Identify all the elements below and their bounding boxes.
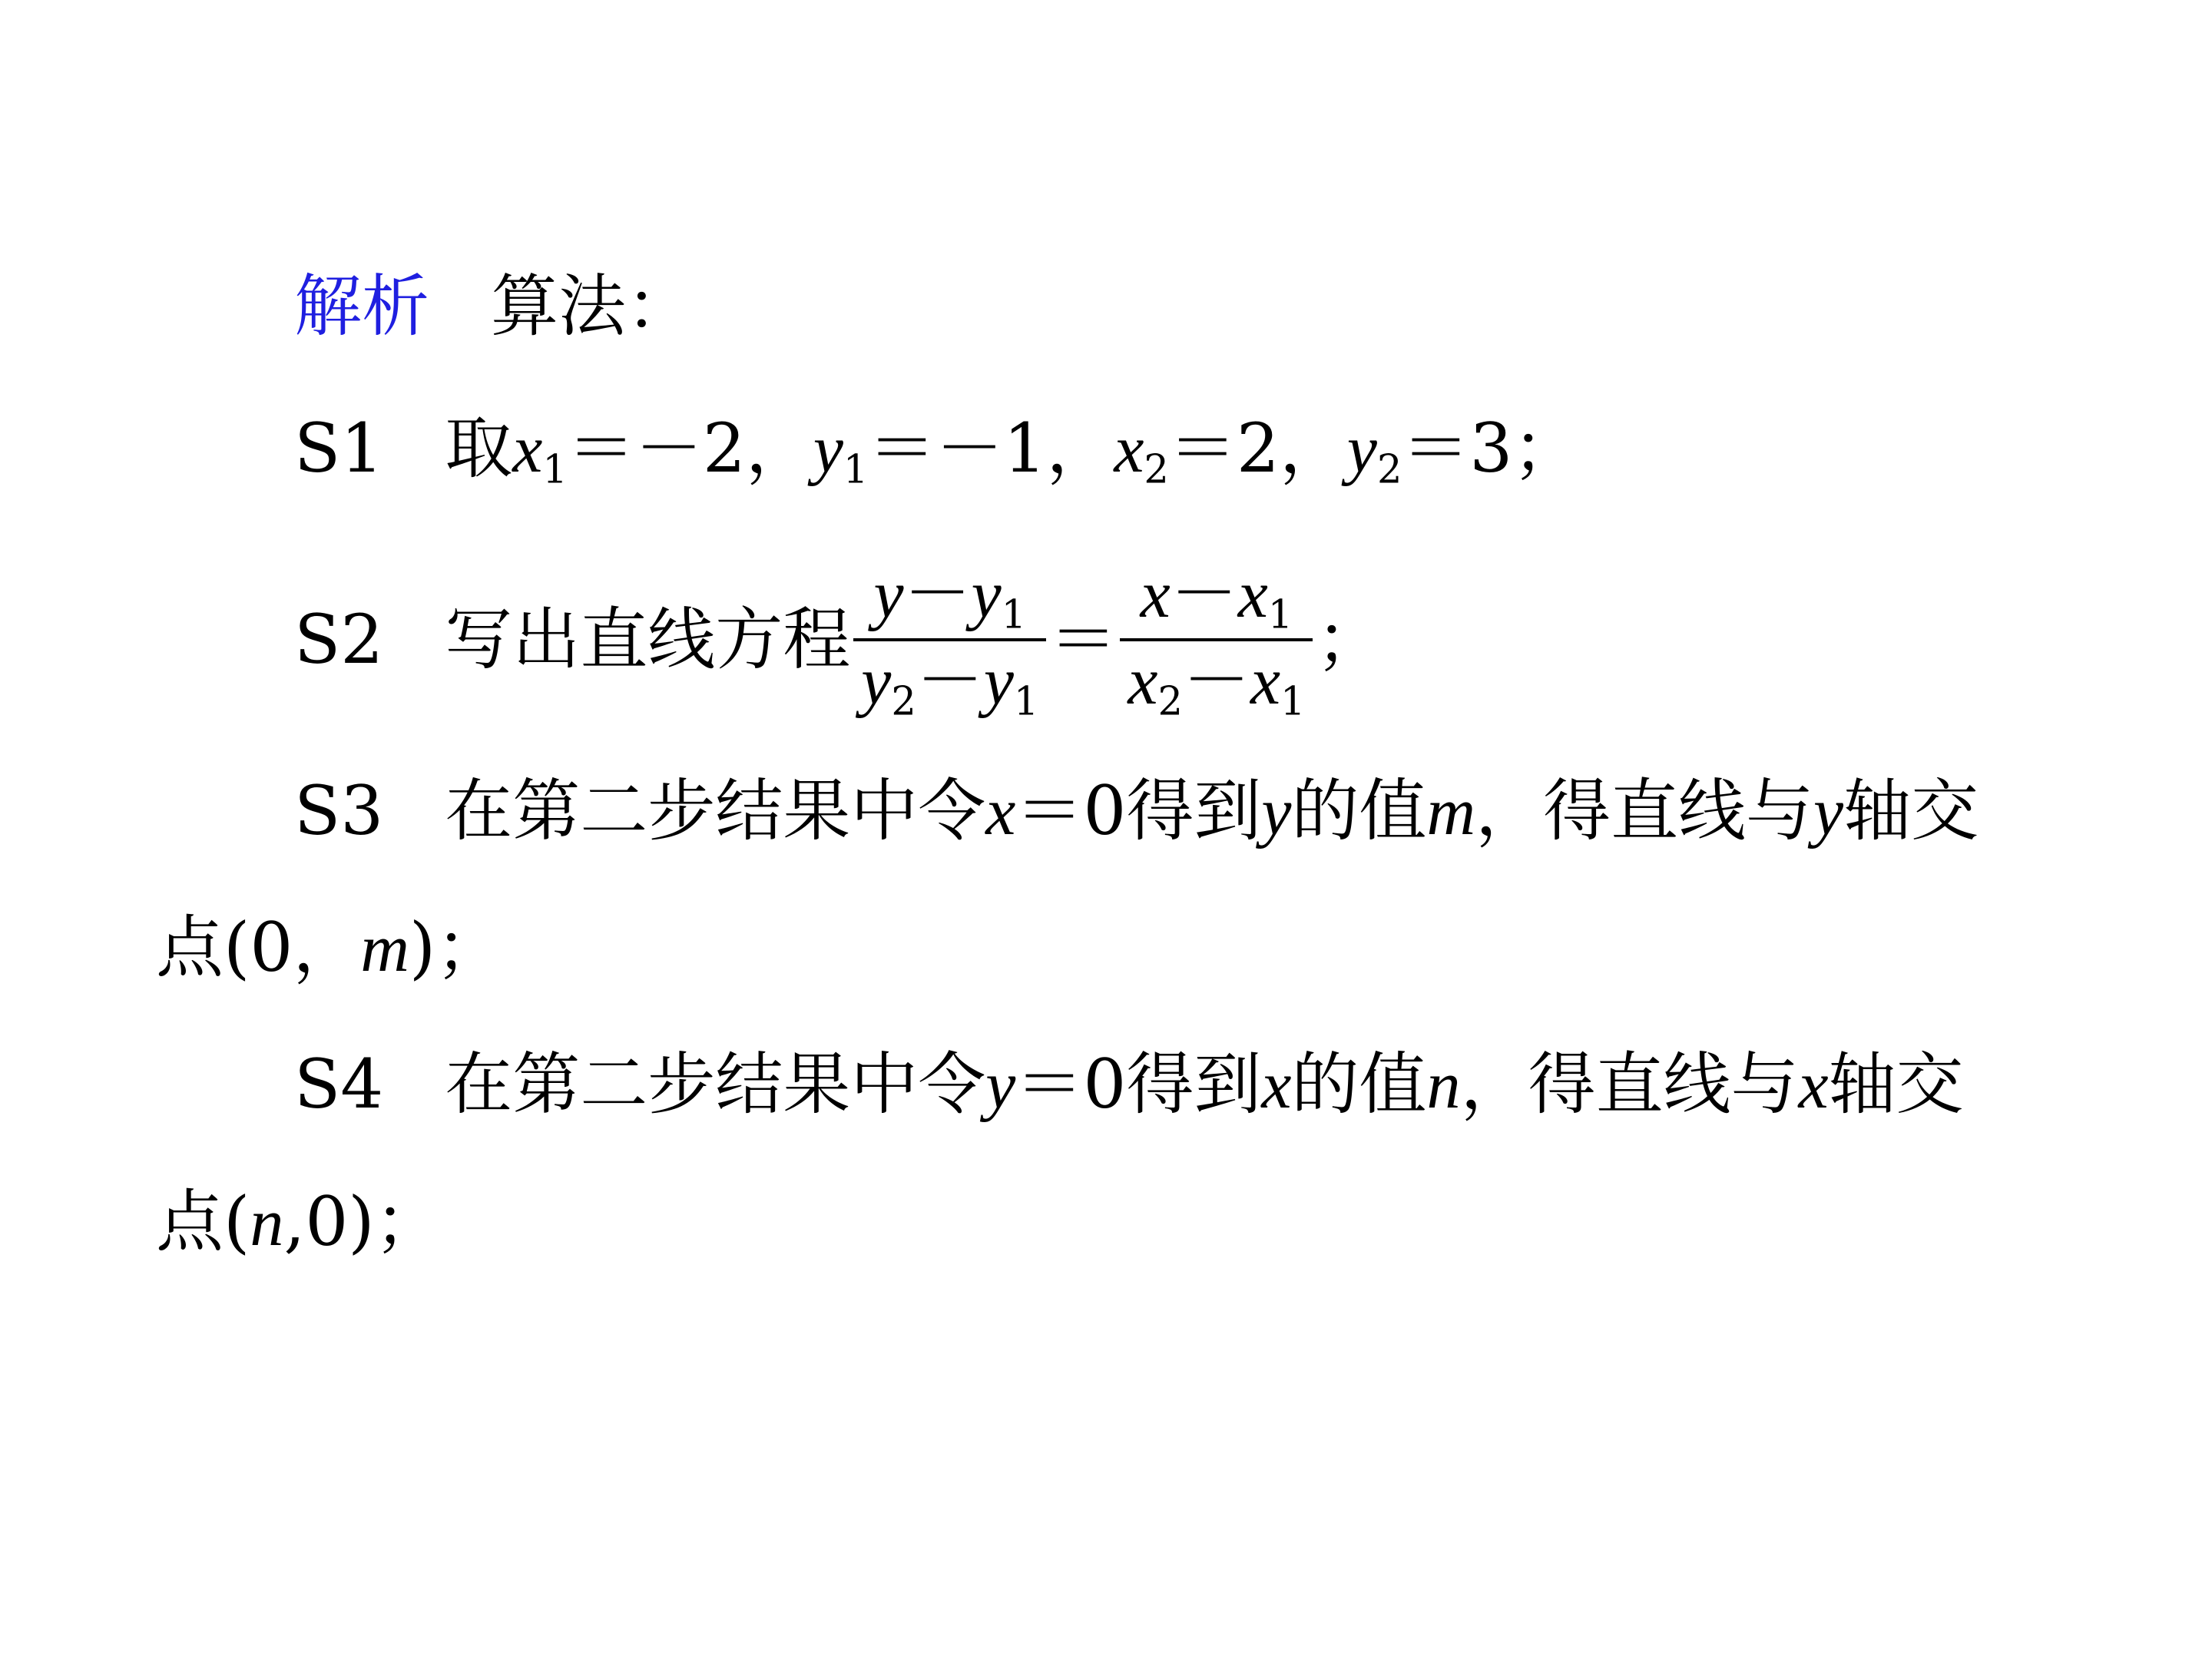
fraction-x: $\frac{x-x_1}{x_2-x_1}$ [1120, 555, 1313, 725]
step-s1: S1 取$x_1=-2$，$y_1=-1$，$x_2=2$，$y_2=3$； [294, 409, 1581, 493]
step-id: S3 [294, 771, 384, 850]
step-id: S2 [294, 599, 384, 679]
analysis-title: 算法： [491, 267, 694, 346]
step-s3-continuation: 点(0，m)； [156, 908, 504, 987]
analysis-heading [294, 267, 694, 346]
step-s4: S4 在第二步结果中令y＝0得到x的值n，得直线与x轴交 [294, 1045, 1964, 1124]
step-id: S1 [294, 409, 384, 488]
step-id: S4 [294, 1045, 384, 1124]
step-s2: S2 写出直线方程 $\frac{y-y_1}{y_2-y_1}$ ＝ $\frac{x-x_1}{x_2-x_1}$ ； [294, 554, 1384, 725]
fraction-y: $\frac{y-y_1}{y_2-y_1}$ [853, 555, 1046, 725]
analysis-label: 解析 [294, 267, 430, 346]
step-s3: S3 在第二步结果中令x＝0得到y的值m，得直线与y轴交 [294, 771, 1979, 850]
step-s4-continuation: 点(n,0)； [156, 1182, 442, 1261]
